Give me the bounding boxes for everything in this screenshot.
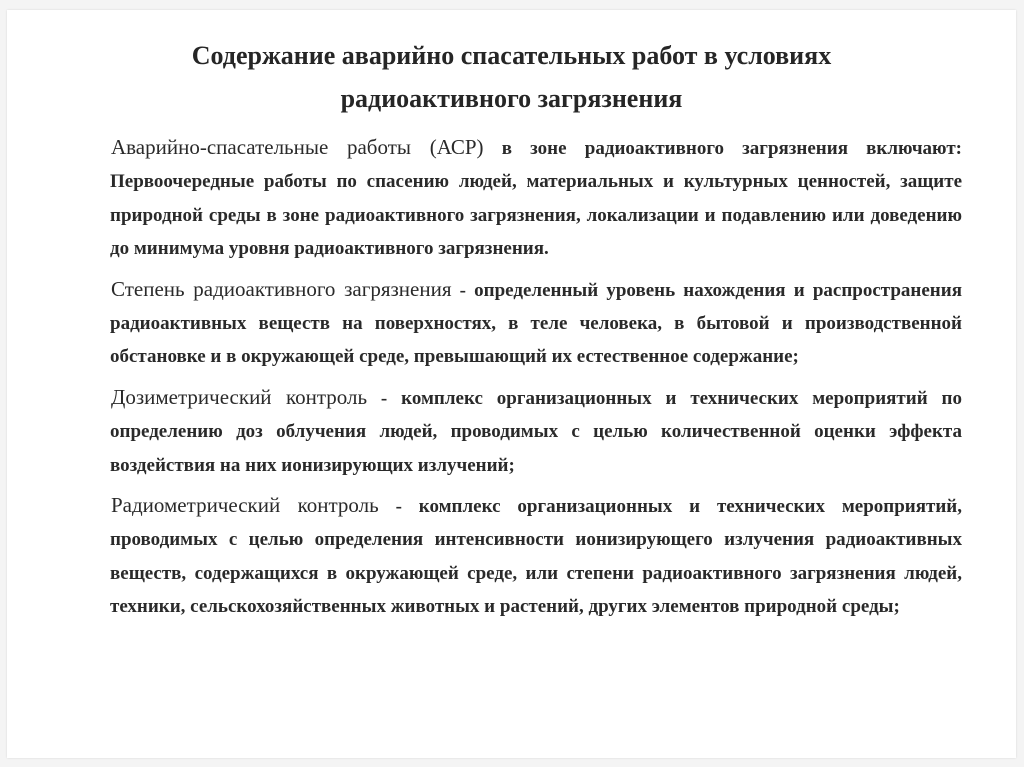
term-asr: Аварийно-спасательные работы (АСР) <box>111 135 484 159</box>
paragraph-dosimetric-control <box>110 381 962 482</box>
paragraph-contamination-degree <box>110 273 962 374</box>
definition-asr: в зоне радиоактивного загрязнения включают: Первоочередные работы по спасению людей, материальных и культурных ценностей, защите природной среды в зоне радиоактивного загрязнения, локализации и подавлению или доведению до минимума уровня радиоактивного загрязнения. <box>110 138 962 260</box>
term-dosimetric-control: Дозиметрический контроль <box>111 384 368 409</box>
definition-contamination-degree: - определенный уровень нахождения и распространения радиоактивных веществ на поверхностях, в теле человека, в бытовой и производственной обстановке и в окружающей среде, превышающий их естественное содержание; <box>110 279 962 368</box>
term-contamination-degree: Степень радиоактивного загрязнения <box>111 276 452 301</box>
slide-body <box>110 131 962 631</box>
paragraph-radiometric-control <box>110 489 962 624</box>
definition-radiometric-control: - комплекс организационных и технических мероприятий, проводимых с целью определения интенсивности ионизирующего излучения радиоактивных веществ, содержащихся в окружающей среде, или степени радиоактивного загрязнения людей, техники, сельскохозяйственных животных и растений, других элементов природной среды; <box>110 496 962 618</box>
slide <box>7 10 1016 758</box>
definition-dosimetric-control: - комплекс организационных и технических мероприятий по определению доз облучения людей, проводимых с целью количественной оценки эффекта воздействия на них ионизирующих излучений; <box>110 387 962 476</box>
paragraph-asr <box>110 131 962 266</box>
slide-title <box>67 34 956 120</box>
term-radiometric-control: Радиометрический контроль <box>111 493 379 518</box>
slide-title-line-2: радиоактивного загрязнения <box>340 84 683 113</box>
slide-title-line-1: Содержание аварийно спасательных работ в условиях <box>191 41 832 70</box>
